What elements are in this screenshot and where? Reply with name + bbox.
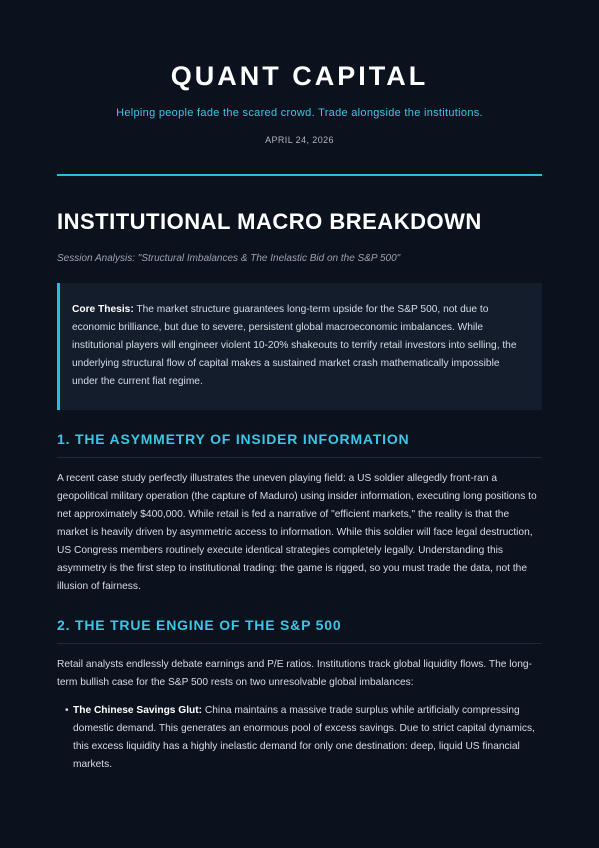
core-thesis-label: Core Thesis: [72, 304, 134, 315]
imbalance-list [57, 702, 542, 774]
section-heading: 1. THE ASYMMETRY OF INSIDER INFORMATION [57, 430, 542, 458]
brand-title: QUANT CAPITAL [170, 61, 429, 91]
header-divider [57, 174, 542, 176]
bullet-label: The Chinese Savings Glut: [73, 705, 203, 716]
core-thesis-text: The market structure guarantees long-term upside for the S&P 500, not due to economic brilliance, but due to severe, persistent global macroeconomic imbalances. While institutional players will engineer violent 10-20% shakeouts to terrify retail investors into selling, the underlying structural flow of capital makes a sustained market crash mathematically impossible under the current fiat regime. [72, 304, 517, 387]
core-thesis-callout [57, 283, 542, 410]
bullet-text: China maintains a massive trade surplus while artificially compressing domestic demand. This generates an enormous pool of excess savings. Due to strict capital dynamics, this excess liquidity has a highly inelastic demand for only one destination: deep, liquid US financial markets. [73, 705, 535, 770]
tagline: Helping people fade the scared crowd. Trade alongside the institutions. [116, 107, 483, 119]
report-title: INSTITUTIONAL MACRO BREAKDOWN [57, 209, 482, 234]
masthead [57, 0, 542, 146]
bullet-marker: • [65, 705, 69, 716]
section-true-engine [57, 616, 542, 774]
section-insider-information [57, 430, 542, 596]
section-paragraph: Retail analysts endlessly debate earnings and P/E ratios. Institutions track global liquidity flows. The long-term bullish case for the S&P 500 rests on two unresolvable global imbalances: [57, 659, 532, 688]
report-date: APRIL 24, 2026 [265, 135, 334, 145]
list-item [65, 702, 542, 774]
section-paragraph: A recent case study perfectly illustrates the uneven playing field: a US soldier allegedly front-ran a geopolitical military operation (the capture of Maduro) using insider information, executing long positions to net approximately $400,000. While retail is fed a narrative of "efficient markets," the reality is that the market is heavily driven by asymmetric access to information. While this soldier will face legal destruction, US Congress members routinely execute identical strategies completely legally. Understanding this asymmetry is the first step to institutional trading: the game is rigged, so you must trade the data, not the illusion of fairness. [57, 473, 537, 592]
session-subtitle: Session Analysis: "Structural Imbalances & The Inelastic Bid on the S&P 500" [57, 253, 401, 264]
section-heading: 2. THE TRUE ENGINE OF THE S&P 500 [57, 616, 542, 644]
